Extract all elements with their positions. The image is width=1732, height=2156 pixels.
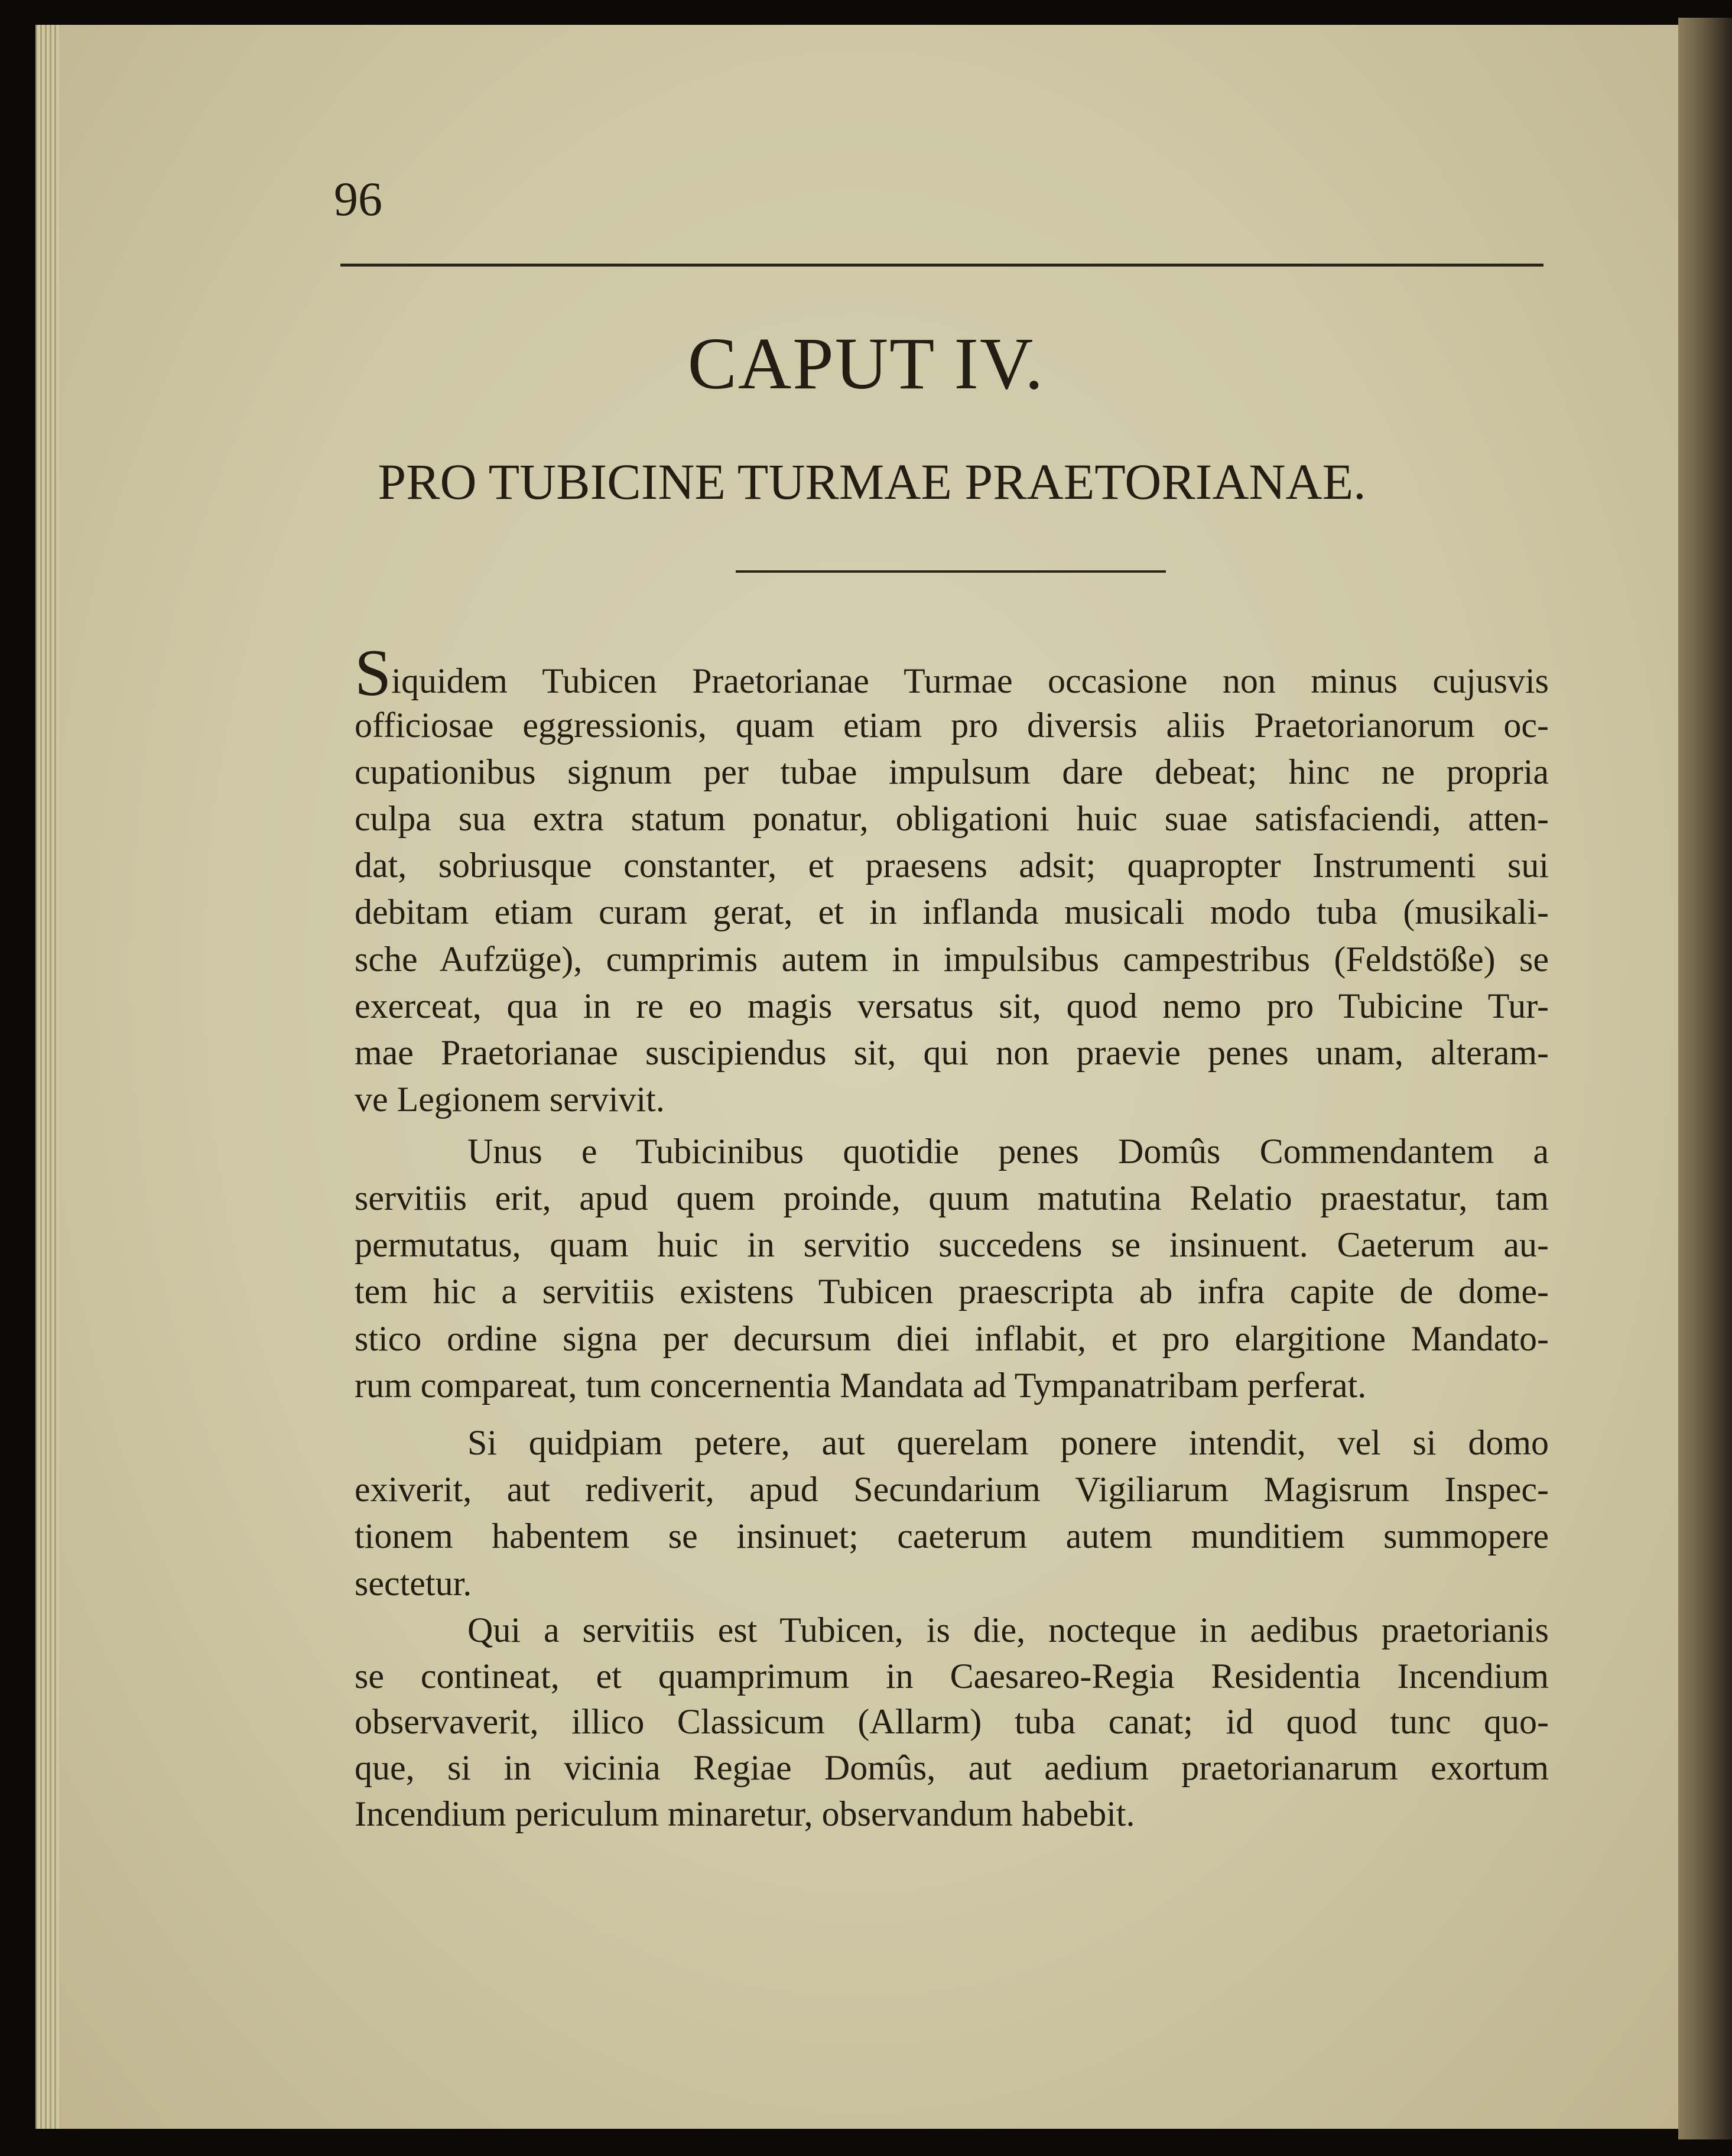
- chapter-title: CAPUT IV.: [687, 323, 1045, 405]
- text-line: officiosae eggressionis, quam etiam pro diversis aliis Praetorianorum oc-: [355, 706, 1549, 745]
- text-line: exerceat, qua in re eo magis versatus sit, quod nemo pro Tubicine Tur-: [355, 986, 1549, 1025]
- page-number: 96: [334, 172, 382, 226]
- text-line: cupationibus signum per tubae impulsum dare debeat; hinc ne propria: [355, 752, 1549, 791]
- text-line: rum compareat, tum concernentia Mandata ad Tympanatribam perferat.: [355, 1366, 1367, 1405]
- text-line: sectetur.: [355, 1564, 472, 1603]
- text-line: permutatus, quam huic in servitio succedens se insinuent. Caeterum au-: [355, 1225, 1549, 1264]
- text-line: se contineat, et quamprimum in Caesareo-Regia Residentia Incendium: [355, 1657, 1549, 1696]
- text-line: tem hic a servitiis existens Tubicen praescripta ab infra capite de dome-: [355, 1272, 1549, 1311]
- text-line: Siquidem Tubicen Praetorianae Turmae occasione non minus cujusvis: [355, 637, 1549, 710]
- text-line: mae Praetorianae suscipiendus sit, qui non praevie penes unam, alteram-: [355, 1033, 1549, 1072]
- text-line: Qui a servitiis est Tubicen, is die, nocteque in aedibus praetorianis: [467, 1610, 1549, 1650]
- chapter-subtitle: PRO TUBICINE TURMAE PRAETORIANAE.: [378, 453, 1366, 510]
- text-line: Incendium periculum minaretur, observandum habebit.: [355, 1794, 1135, 1833]
- drop-cap: S: [355, 637, 392, 710]
- text-line: observaverit, illico Classicum (Allarm) tuba canat; id quod tunc quo-: [355, 1702, 1549, 1741]
- header-rule: [340, 264, 1543, 267]
- text-line: Unus e Tubicinibus quotidie penes Domûs Commendantem a: [467, 1132, 1549, 1171]
- text-line: sche Aufzüge), cumprimis autem in impulsibus campestribus (Feldstöße) se: [355, 940, 1549, 979]
- title-divider: [736, 570, 1166, 573]
- text-line: stico ordine signa per decursum diei inflabit, et pro elargitione Mandato-: [355, 1319, 1549, 1358]
- text-line: culpa sua extra statum ponatur, obligationi huic suae satisfaciendi, atten-: [355, 799, 1549, 838]
- text-line: servitiis erit, apud quem proinde, quum matutina Relatio praestatur, tam: [355, 1178, 1549, 1217]
- text-line: ve Legionem servivit.: [355, 1080, 665, 1119]
- text-line: debitam etiam curam gerat, et in inflanda musicali modo tuba (musikali-: [355, 892, 1549, 931]
- text-line: Si quidpiam petere, aut querelam ponere intendit, vel si domo: [467, 1423, 1549, 1462]
- text-line: que, si in vicinia Regiae Domûs, aut aedium praetorianarum exortum: [355, 1748, 1549, 1787]
- text-line: exiverit, aut rediverit, apud Secundarium Vigiliarum Magisrum Inspec-: [355, 1470, 1549, 1509]
- text-line: tionem habentem se insinuet; caeterum autem munditiem summopere: [355, 1517, 1549, 1556]
- text-line: dat, sobriusque constanter, et praesens adsit; quapropter Instrumenti sui: [355, 846, 1549, 885]
